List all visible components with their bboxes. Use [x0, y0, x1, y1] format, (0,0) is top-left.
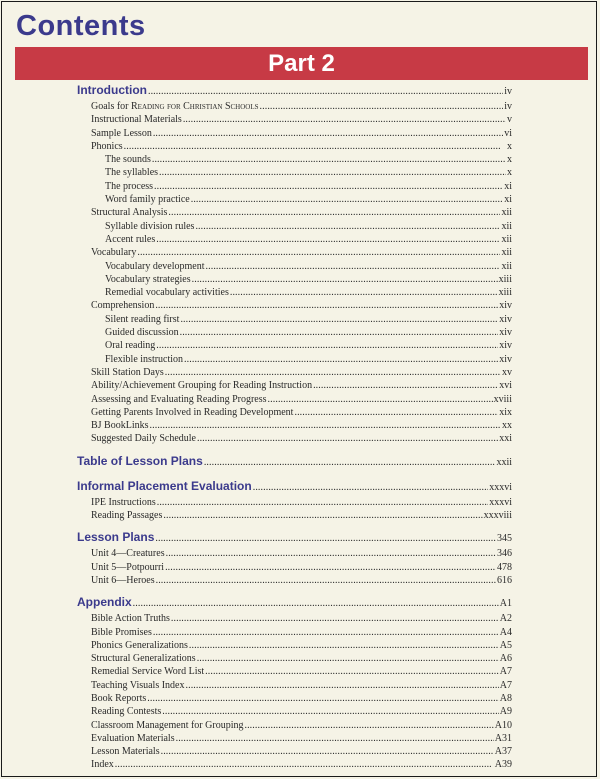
- dot-leader: [197, 432, 498, 445]
- toc-page-number: A6: [499, 653, 512, 665]
- toc-heading[interactable]: [77, 594, 512, 612]
- toc-page-number: xiv: [499, 313, 512, 325]
- dot-leader: [156, 339, 498, 352]
- toc-entry-label: Accent rules: [105, 233, 156, 245]
- toc-entry[interactable]: [77, 220, 512, 233]
- toc-entry[interactable]: [77, 679, 512, 692]
- toc-page-number: A37: [494, 746, 512, 758]
- dot-leader: [156, 574, 496, 587]
- dot-leader: [154, 180, 503, 193]
- dot-leader: [137, 246, 500, 259]
- toc-entry-label: Reading Passages: [91, 510, 163, 522]
- dot-leader: [260, 100, 504, 113]
- toc-entry[interactable]: [77, 246, 512, 259]
- toc-section: [77, 529, 512, 587]
- dot-leader: [204, 454, 496, 471]
- toc-entry[interactable]: [77, 313, 512, 326]
- dot-leader: [150, 419, 501, 432]
- toc-entry-label: Vocabulary: [91, 247, 137, 259]
- toc-section: [77, 82, 512, 446]
- dot-leader: [184, 353, 498, 366]
- dot-leader: [253, 479, 489, 496]
- dot-leader: [230, 286, 498, 299]
- toc-entry-label: Bible Action Truths: [91, 613, 170, 625]
- toc-entry-label: Structural Analysis: [91, 207, 168, 219]
- toc-entry-label: The syllables: [105, 167, 159, 179]
- toc-page-number: A4: [499, 626, 512, 638]
- toc-page-number: xiv: [499, 340, 512, 352]
- toc-page-number: A39: [494, 759, 512, 771]
- toc-entry-label: Sample Lesson: [91, 127, 152, 139]
- dot-leader: [148, 83, 503, 100]
- toc-page-number: xxxvi: [489, 496, 512, 508]
- toc-entry-label: Ability/Achievement Grouping for Reading Instruction: [91, 380, 313, 392]
- part-banner: Part 2: [15, 47, 588, 80]
- dot-leader: [133, 595, 499, 612]
- dot-leader: [171, 612, 499, 625]
- dot-leader: [153, 127, 503, 140]
- toc-entry[interactable]: [77, 353, 512, 366]
- toc-heading-label: Lesson Plans: [77, 530, 155, 545]
- dot-leader: [147, 692, 498, 705]
- dot-leader: [192, 273, 498, 286]
- toc-entry[interactable]: [77, 140, 512, 153]
- toc-entry[interactable]: [77, 639, 512, 652]
- dot-leader: [176, 732, 494, 745]
- toc-entry-label: Assessing and Evaluating Reading Progress: [91, 393, 267, 405]
- toc-entry-label-prefix: Goals for: [91, 101, 131, 112]
- toc-page-number: 478: [497, 561, 512, 573]
- toc-entry-label: IPE Instructions: [91, 496, 156, 508]
- dot-leader: [155, 530, 496, 547]
- dot-leader: [168, 206, 500, 219]
- toc-page-number: xii: [501, 220, 512, 232]
- toc-entry[interactable]: [77, 692, 512, 705]
- toc-entry[interactable]: [77, 574, 512, 587]
- toc-section: [77, 453, 512, 471]
- dot-leader: [115, 758, 494, 771]
- toc-page-number: A1: [499, 598, 512, 610]
- toc-page-number: xxii: [496, 456, 512, 468]
- toc-entry-label: Word family practice: [105, 194, 190, 206]
- toc-page-number: xi: [504, 194, 512, 206]
- toc-entry[interactable]: [77, 705, 512, 718]
- toc-page-number: xiv: [499, 300, 512, 312]
- toc-entry[interactable]: [77, 339, 512, 352]
- dot-leader: [180, 326, 499, 339]
- toc-entry-label: Unit 6—Heroes: [91, 574, 155, 586]
- toc-page-number: x: [507, 140, 512, 152]
- toc-page-number: xiii: [498, 287, 512, 299]
- toc-entry[interactable]: [77, 100, 512, 113]
- toc-page-number: xvi: [499, 380, 512, 392]
- toc-entry-label: Syllable division rules: [105, 220, 195, 232]
- toc-entry[interactable]: [77, 206, 512, 219]
- toc-heading-label: Introduction: [77, 83, 147, 97]
- toc-entry-label: Book Reports: [91, 692, 147, 704]
- toc-page-number: iv: [504, 101, 512, 112]
- toc-page-number: A7: [499, 679, 512, 691]
- toc-page-number: A31: [494, 732, 512, 744]
- toc-page-number: xviii: [493, 393, 512, 405]
- page-title: Contents: [16, 10, 146, 42]
- toc-page-number: xx: [502, 420, 512, 432]
- dot-leader: [180, 313, 498, 326]
- dot-leader: [268, 393, 493, 406]
- toc-entry[interactable]: [77, 745, 512, 758]
- toc-entry[interactable]: [77, 366, 512, 379]
- toc-entry[interactable]: [77, 626, 512, 639]
- dot-leader: [163, 509, 482, 522]
- toc-heading-label: Table of Lesson Plans: [77, 453, 203, 468]
- toc-entry-label: Silent reading first: [105, 313, 180, 325]
- toc-page-number: A8: [499, 692, 512, 704]
- toc-entry[interactable]: [77, 665, 512, 678]
- toc-page-number: xiv: [499, 353, 512, 365]
- dot-leader: [165, 366, 501, 379]
- toc-page-number: xxxviii: [483, 510, 512, 522]
- toc-heading-label: Appendix: [77, 595, 132, 610]
- dot-leader: [159, 166, 506, 179]
- toc-page-number: A10: [494, 719, 512, 731]
- toc-page-number: xii: [501, 247, 512, 259]
- dot-leader: [294, 406, 498, 419]
- toc-heading[interactable]: [77, 478, 512, 496]
- toc-entry-label: Vocabulary strategies: [105, 273, 191, 285]
- toc-entry-label: Oral reading: [105, 340, 156, 352]
- toc-entry[interactable]: [77, 127, 512, 140]
- toc-entry[interactable]: [77, 166, 512, 179]
- toc-page-number: xii: [501, 233, 512, 245]
- toc-entry[interactable]: [77, 379, 512, 392]
- table-of-contents: [77, 82, 512, 772]
- dot-leader: [152, 153, 506, 166]
- dot-leader: [166, 547, 496, 560]
- toc-entry-label: Guided discussion: [105, 327, 179, 339]
- toc-entry-label: Suggested Daily Schedule: [91, 433, 196, 445]
- toc-section: [77, 594, 512, 772]
- toc-entry-book-title: Reading for Christian Schools: [131, 101, 259, 112]
- toc-page-number: A5: [499, 639, 512, 651]
- toc-entry[interactable]: [77, 113, 512, 126]
- toc-page-number: xxi: [499, 433, 512, 445]
- dot-leader: [161, 745, 494, 758]
- dot-leader: [197, 652, 499, 665]
- toc-page-number: x: [507, 154, 512, 166]
- toc-entry[interactable]: [77, 326, 512, 339]
- dot-leader: [162, 705, 498, 718]
- toc-page-number: xiii: [498, 273, 512, 285]
- toc-entry-label: Remedial Service Word List: [91, 666, 205, 678]
- toc-entry[interactable]: [77, 393, 512, 406]
- dot-leader: [244, 719, 493, 732]
- dot-leader: [153, 626, 499, 639]
- toc-entry-label: BJ BookLinks: [91, 420, 149, 432]
- toc-entry[interactable]: [77, 260, 512, 273]
- toc-entry-label: Lesson Materials: [91, 746, 160, 758]
- toc-page-number: 345: [497, 533, 512, 545]
- toc-entry-label: Comprehension: [91, 300, 155, 312]
- dot-leader: [191, 193, 504, 206]
- toc-page-number: xi: [504, 180, 512, 192]
- toc-entry[interactable]: [77, 153, 512, 166]
- toc-entry-label: Evaluation Materials: [91, 732, 175, 744]
- toc-entry[interactable]: [77, 612, 512, 625]
- dot-leader: [165, 561, 496, 574]
- dot-leader: [313, 379, 498, 392]
- toc-entry-label: Teaching Visuals Index: [91, 679, 185, 691]
- toc-entry[interactable]: [77, 432, 512, 445]
- toc-entry[interactable]: [77, 732, 512, 745]
- toc-page-number: 346: [497, 548, 512, 560]
- toc-page-number: A7: [499, 666, 512, 678]
- toc-entry-label: Remedial vocabulary activities: [105, 287, 229, 299]
- toc-entry-label: The process: [105, 180, 154, 192]
- dot-leader: [195, 220, 500, 233]
- toc-entry-label: Vocabulary development: [105, 260, 205, 272]
- dot-leader: [156, 233, 500, 246]
- toc-section: [77, 478, 512, 523]
- toc-page-number: xii: [501, 260, 512, 272]
- toc-entry-label: Skill Station Days: [91, 366, 164, 378]
- toc-entry[interactable]: [77, 233, 512, 246]
- toc-page-number: xii: [501, 207, 512, 219]
- toc-page-number: xxxvi: [489, 481, 512, 493]
- toc-entry-label: Unit 4—Creatures: [91, 548, 165, 560]
- toc-entry[interactable]: [77, 180, 512, 193]
- toc-heading-label: Informal Placement Evaluation: [77, 478, 252, 493]
- toc-entry[interactable]: [77, 561, 512, 574]
- toc-entry-label: [91, 100, 259, 113]
- toc-entry-label: Flexible instruction: [105, 353, 184, 365]
- toc-entry-label: Classroom Management for Grouping: [91, 719, 244, 731]
- toc-page-number: v: [507, 114, 512, 126]
- toc-entry-label: The sounds: [105, 154, 151, 166]
- toc-heading[interactable]: [77, 82, 512, 100]
- toc-page-number: A2: [499, 613, 512, 625]
- toc-entry[interactable]: [77, 509, 512, 522]
- toc-entry[interactable]: [77, 273, 512, 286]
- toc-entry[interactable]: [77, 652, 512, 665]
- toc-page-number: 616: [497, 574, 512, 586]
- toc-page-number: xv: [502, 366, 512, 378]
- toc-entry[interactable]: [77, 496, 512, 509]
- dot-leader: [206, 260, 501, 273]
- dot-leader: [186, 679, 499, 692]
- toc-heading[interactable]: [77, 529, 512, 547]
- toc-entry-label: Unit 5—Potpourri: [91, 561, 165, 573]
- toc-page-number: A9: [499, 706, 512, 718]
- dot-leader: [124, 140, 506, 153]
- toc-page-number: vi: [504, 127, 512, 139]
- toc-entry-label: Structural Generalizations: [91, 653, 196, 665]
- toc-entry[interactable]: [77, 193, 512, 206]
- dot-leader: [157, 496, 489, 509]
- toc-entry[interactable]: [77, 719, 512, 732]
- dot-leader: [189, 639, 499, 652]
- toc-entry[interactable]: [77, 547, 512, 560]
- toc-entry-label: Reading Contests: [91, 706, 162, 718]
- toc-entry-label: Index: [91, 759, 114, 771]
- toc-page-number: xix: [499, 406, 512, 418]
- dot-leader: [155, 299, 498, 312]
- toc-entry[interactable]: [77, 419, 512, 432]
- toc-entry[interactable]: [77, 299, 512, 312]
- dot-leader: [205, 665, 499, 678]
- toc-entry[interactable]: [77, 758, 512, 771]
- toc-entry-label: Phonics: [91, 140, 123, 152]
- dot-leader: [183, 113, 506, 126]
- toc-heading[interactable]: [77, 453, 512, 471]
- toc-page-number: x: [507, 167, 512, 179]
- toc-page-number: xiv: [499, 327, 512, 339]
- toc-entry-label: Bible Promises: [91, 626, 152, 638]
- toc-entry-label: Phonics Generalizations: [91, 639, 188, 651]
- toc-entry-label: Instructional Materials: [91, 114, 182, 126]
- toc-entry-label: Getting Parents Involved in Reading Development: [91, 406, 294, 418]
- toc-entry[interactable]: [77, 286, 512, 299]
- toc-page-number: iv: [504, 86, 512, 97]
- toc-entry[interactable]: [77, 406, 512, 419]
